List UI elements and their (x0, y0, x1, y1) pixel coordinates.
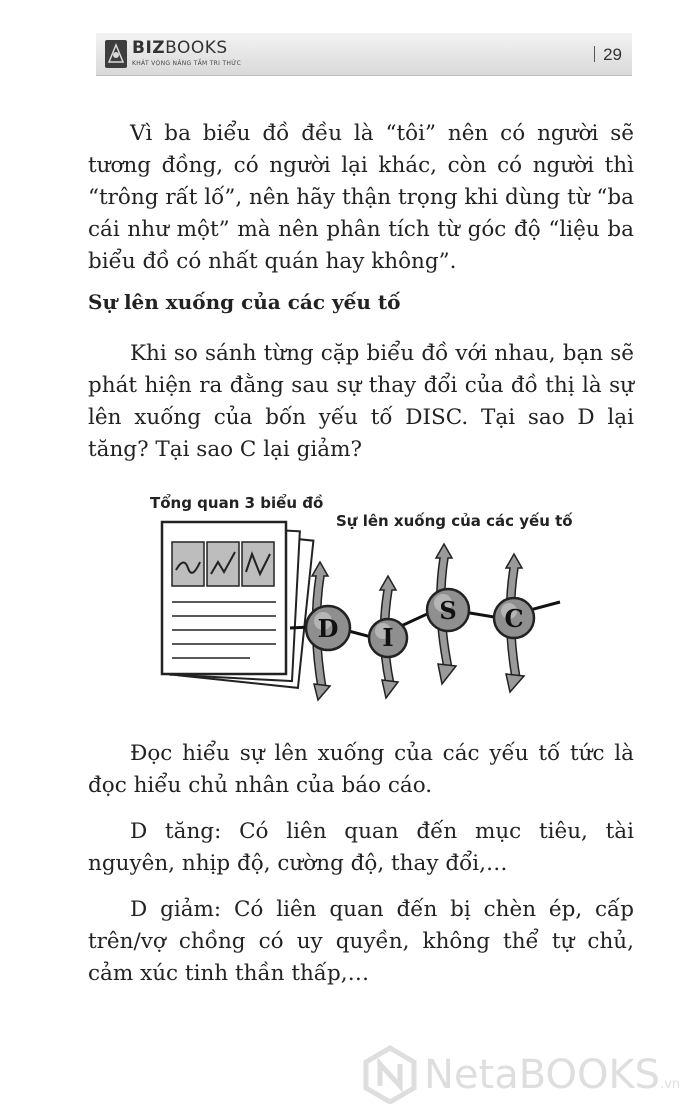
brand-name (132, 38, 228, 58)
disc-letter-d: D (317, 614, 339, 643)
netabooks-watermark (362, 1044, 692, 1104)
figure-label-overview: Tổng quan 3 biểu đồ (150, 494, 324, 512)
paragraph-three-charts: Vì ba biểu đồ đều là “tôi” nên có người sẽ tương đồng, có người lại khác, còn có người thì “trông rất lố”, nên hãy thận trọng khi dùng từ “ba cái như một” mà nên phân tích từ góc độ “liệu ba biểu đồ có nhất quán hay không”. (88, 121, 634, 274)
disc-letter-s: S (439, 596, 457, 625)
disc-illustration (140, 478, 580, 708)
page-header (96, 33, 632, 76)
disc-letter-c: C (504, 604, 524, 633)
paragraph-d-increase: D tăng: Có liên quan đến mục tiêu, tài nguyên, nhịp độ, cường độ, thay đổi,… (88, 819, 634, 876)
brand-tagline: KHÁT VỌNG NÂNG TẦM TRI THỨC (132, 60, 242, 67)
page-number-value: 29 (603, 45, 622, 64)
section-heading: Sự lên xuống của các yếu tố (88, 290, 401, 314)
paragraph-d-decrease: D giảm: Có liên quan đến bị chèn ép, cấp trên/vợ chồng có uy quyền, không thể tự chủ, cảm xúc tinh thần thấp,… (88, 897, 634, 986)
watermark-text (424, 1052, 680, 1098)
netabooks-logo-icon (362, 1044, 418, 1104)
paragraph-reading: Đọc hiểu sự lên xuống của các yếu tố tức là đọc hiểu chủ nhân của báo cáo. (88, 741, 634, 798)
report-papers-icon (162, 522, 313, 688)
disc-letter-i: I (382, 623, 394, 652)
page-number (594, 45, 622, 65)
watermark-brand: NetaBOOKS (424, 1052, 661, 1098)
figure-label-factors: Sự lên xuống của các yếu tố (336, 512, 573, 530)
brand-light: BOOKS (165, 38, 228, 58)
disc-balls (306, 589, 534, 657)
bizbooks-logo-icon (105, 40, 127, 68)
watermark-suffix: .vn (660, 1077, 681, 1092)
brand-bold: BIZ (132, 38, 166, 58)
paragraph-compare: Khi so sánh từng cặp biểu đồ với nhau, bạn sẽ phát hiện ra đằng sau sự thay đổi của đồ thị là sự lên xuống của bốn yếu tố DISC. Tại sao D lại tăng? Tại sao C lại giảm? (88, 341, 634, 462)
